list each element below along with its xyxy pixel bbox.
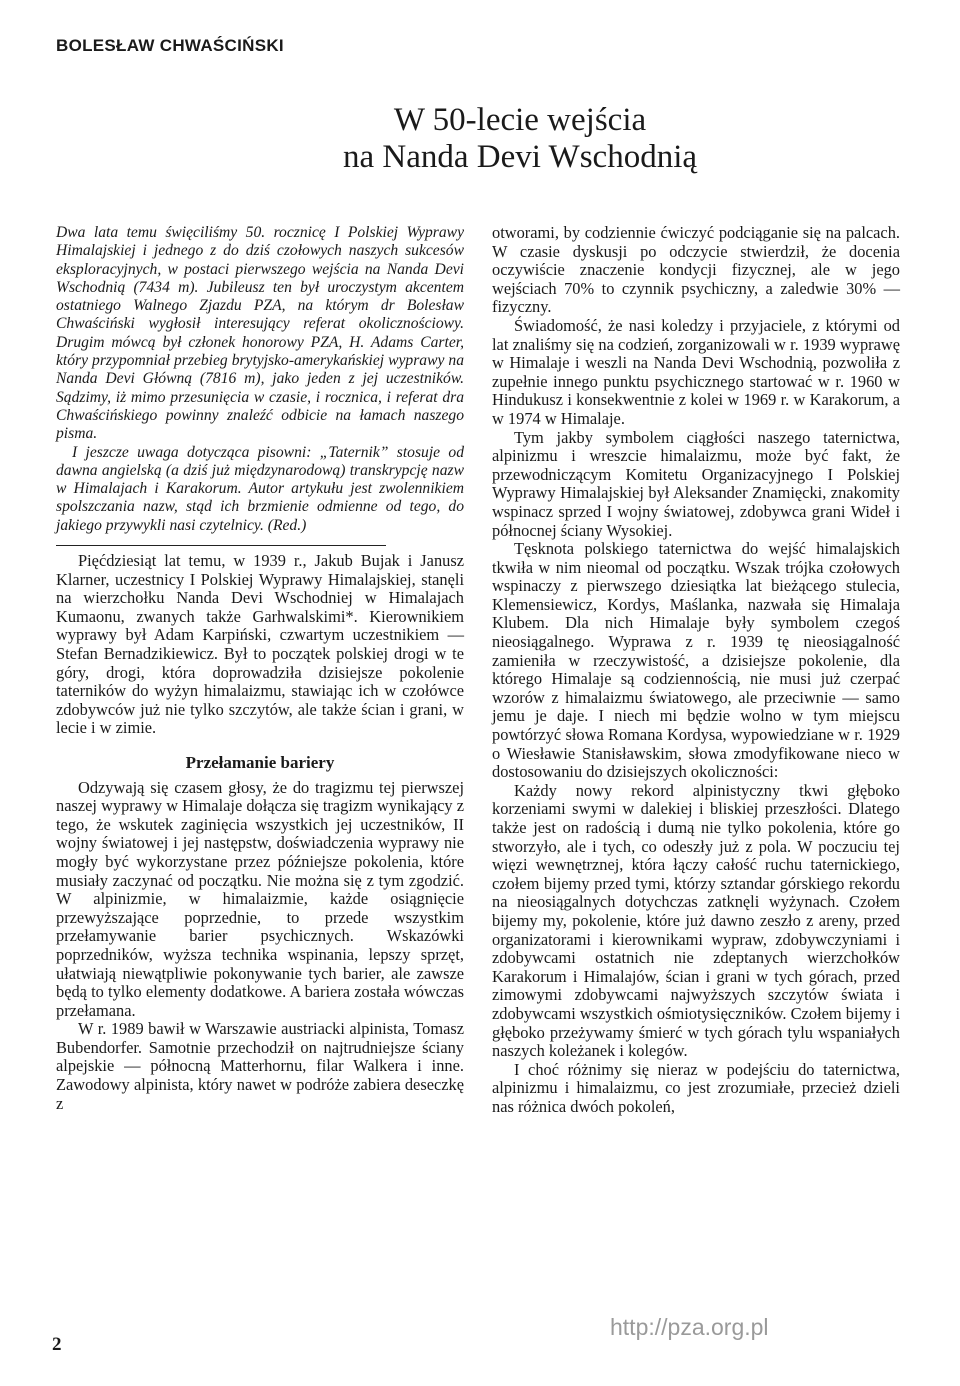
title-line-2: na Nanda Devi Wschodnią	[342, 139, 698, 175]
intro-paragraph: I jeszcze uwaga dotycząca pisowni: „Taternik” stosuje od dawna angielską (a dziś już międzynarodową) transkrypcję nazw w Himalajach i Karakorum. Autor artykułu jest zwolennikiem spolszczania nazw, stąd ich brzmienie odmienne od tego, do jakiego przywykli nasi czytelnicy. (Red.)	[56, 443, 464, 534]
body-paragraph: Tęsknota polskiego taternictwa do wejść himalajskich tkwiła w nim nieomal od początku. Wszak trójka czołowych wspinaczy z pierwszego dziesiątka lat bieżącego stulecia, Klemensiewicz, Kordys, Maślanka, nazwała się Himalaja Klubem. Dla nich Himalaje były symbolem czegoś nieosiągalnego. Wyprawa z r. 1939 tę nieosiągalność zamieniła w rzeczywistość, a dzisiejsze pokolenie, dla którego Himalaje są codziennością, nie musi już czerpać wzorów z himalaizmu światowego, ale przeciwnie — samo jemu je daje. I niech mi będzie wolno w tym miejscu powtórzyć słowa Romana Kordysa, wypowiedziane w r. 1929 o Wiesławie Stanisławskim, słowa zmodyfikowane nieco w dostosowaniu do dzisiejszych okoliczności:	[492, 539, 900, 782]
body-paragraph: Odzywają się czasem głosy, że do tragizmu tej pierwszej naszej wyprawy w Himalaje dołącza się tragizm wynikający z tego, że wskutek zaginięcia wszystkich jej uczestników, II wojny światowej i jej następstw, doświadczenia wyprawy nie mogły być wykorzystane przez późniejsze pokolenia, które musiały zaczynać od początku. Nie można się z tym zgodzić. W alpinizmie, w himalaizmie, każde osiągnięcie przewyższające poprzednie, to przede wszystkim przełamywanie barier psychicznych. Wskazówki poprzedników, wyższa technika wspinania, lepszy sprzęt, ułatwiają niewątpliwie pokonywanie tych barier, ale zawsze będą to tylko elementy dodatkowe. A bariera została wówczas przełamana.	[56, 777, 464, 1020]
title-line-1: W 50-lecie wejścia	[393, 102, 647, 138]
intro-divider	[56, 545, 386, 546]
body-paragraph: Pięćdziesiąt lat temu, w 1939 r., Jakub Bujak i Janusz Klarner, uczestnicy I Polskiej Wyprawy Himalajskiej, stanęli na wierzchołku Nanda Devi Wschodniej w Himalajach Kumaonu, zwanych także Garhwalskimi*. Kierownikiem wyprawy był Adam Karpiński, czwartym uczestnikiem — Stefan Bernadzikiewicz. Był to początek polskiej drogi w te góry, drogi, która doprowadziła dzisiejsze pokolenie taterników do wyżyn himalaizmu, stawiając ich w czołówce zdobywców już nie tylko szczytów, ale także ścian i grani, w lecie i w zimie.	[56, 551, 464, 738]
editorial-intro	[56, 224, 464, 535]
quoted-paragraph: Każdy nowy rekord alpinistyczny tkwi głęboko korzeniami swymi w dalekiej i bliskiej przeszłości. Dlatego także jest on radością i dumą nie tylko pokolenia, które go stworzyło, ale i tych, co odeszły już z pola. W poczuciu tej więzi wewnętrznej, która łączy całość ruchu taternickiego, czołem bijemy przed tymi, którzy sztandar górskiego rekordu na nieosiągalnych dotychczas zatknęli wyżynach. Czołem bijemy my, pokolenie, które już dawno zeszło z areny, przed organizatorami i kierownikami wypraw, zdobywczyniami i zdobywcami ostatnich nie zdeptanych wierzchołków Karakorum i Himalajów, ścian i grani w tych górach, przed zimowymi zdobywcami najwyższych szczytów świata i zdobywcami wszystkich ośmiotysięczników. Czołem bijemy i głęboko przeżywamy śmierć w tych górach tylu wspaniałych naszych koleżanek i kolegów.	[492, 780, 900, 1061]
body-paragraph: Tym jakby symbolem ciągłości naszego taternictwa, alpinizmu i wreszcie himalaizmu, może być fakt, że przewodniczącym Komitetu Organizacyjnego I Polskiej Wyprawy Himalajskiej był Aleksander Znamięcki, znakomity wspinacz sprzed I wojny światowej, zdobywca grani Wideł i północnej ściany Wysokiej.	[492, 427, 900, 540]
watermark-url: http://pza.org.pl	[610, 1314, 769, 1340]
body-paragraph: Świadomość, że nasi koledzy i przyjaciele, z którymi od lat znaliśmy się na codzień, zorganizowali w r. 1939 wyprawę w Himalaje i weszli na Nanda Devi Wschodnią, pozwoliła z zupełnie innego punktu psychicznego startować w r. 1960 w Hindukusz i konsekwentnie z kolei w 1969 r. w Karakorum, a w 1974 w Himalaje.	[492, 315, 900, 428]
right-column	[492, 224, 900, 1117]
left-column	[56, 224, 464, 1113]
body-paragraph: W r. 1989 bawił w Warszawie austriacki alpinista, Tomasz Bubendorfer. Samotnie przechodził on najtrudniejsze ściany alpejskie — północną Matterhornu, filar Walkera i inne. Zawodowy alpinista, który nawet w podróże zabiera deseczkę z	[56, 1019, 464, 1113]
section-heading: Przełamanie bariery	[185, 752, 335, 772]
page-number: 2	[52, 1334, 62, 1355]
body-paragraph-continued: otworami, by codziennie ćwiczyć podciąganie się na palcach. W czasie dyskusji po odczycie stwierdził, że docenia oczywiście znaczenie kondycji fizycznej, ale w jego wejściach 70% to czynnik psychiczny, a zaledwie 30% — fizyczny.	[492, 223, 900, 317]
article-title	[180, 102, 860, 176]
intro-paragraph: Dwa lata temu święciliśmy 50. rocznicę I Polskiej Wyprawy Himalajskiej i jednego z do dziś czołowych naszych sukcesów eksploracyjnych, w postaci pierwszego wejścia na Nanda Devi Wschodnią (7434 m). Jubileusz ten był uroczystym akcentem ostatniego Walnego Zjazdu PZA, na którym dr Bolesław Chwaściński wygłosił interesujący referat okolicznościowy. Drugim mówcą był członek honorowy PZA, H. Adams Carter, który przypomniał przebieg brytyjsko-amerykańskiej wyprawy na Nanda Devi Główną (7816 m), jako jeden z jej uczestników. Sądzimy, iż mimo przesunięcia w czasie, i rocznica, i referat dra Chwaścińskiego powinny znaleźć odbicie na łamach naszego pisma.	[56, 224, 464, 443]
body-paragraph: I choć różnimy się nieraz w podejściu do taternictwa, alpinizmu i himalaizmu, co jest zrozumiałe, przecież dzieli nas różnica dwóch pokoleń,	[492, 1059, 900, 1116]
author-name: BOLESŁAW CHWAŚCIŃSKI	[56, 36, 284, 55]
